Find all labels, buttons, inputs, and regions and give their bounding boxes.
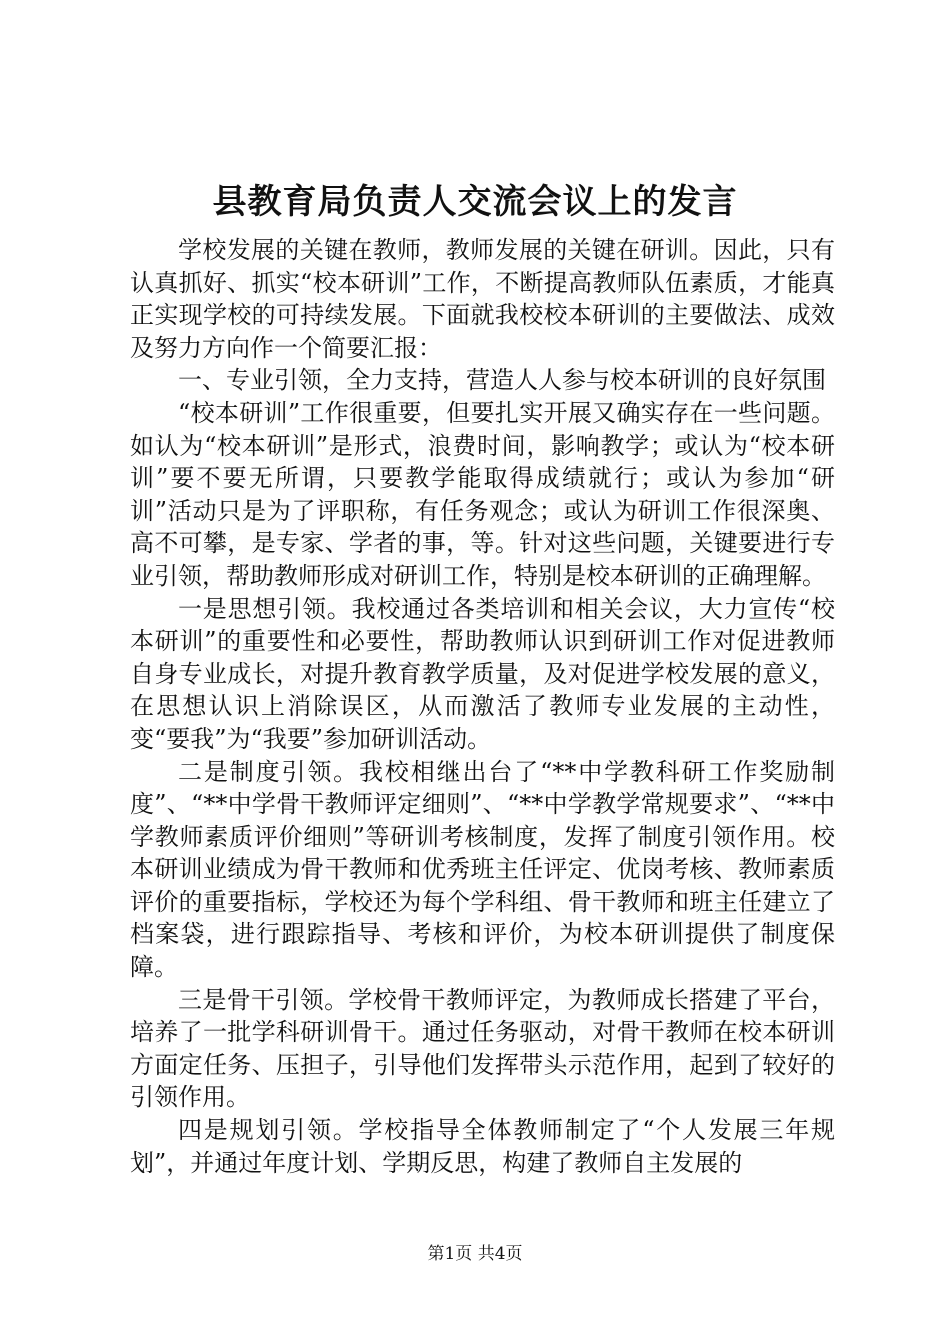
paragraph-backbone-guidance: 三是骨干引领。学校骨干教师评定，为教师成长搭建了平台，培养了一批学科研训骨干。通过任务驱动，对骨干教师在校本研训方面定任务、压担子，引导他们发挥带头示范作用，起到了较好的引领作用。: [130, 985, 835, 1112]
paragraph-thought-guidance: 一是思想引领。我校通过各类培训和相关会议，大力宣传“校本研训”的重要性和必要性，帮助教师认识到研训工作对促进教师自身专业成长，对提升教育教学质量，及对促进学校发展的意义，在思想认识上消除误区，从而激活了教师专业发展的主动性，变“要我”为“我要”参加研训活动。: [130, 594, 835, 753]
paragraph-problems: “校本研训”工作很重要，但要扎实开展又确实存在一些问题。如认为“校本研训”是形式，浪费时间，影响教学；或认为“校本研训”要不要无所谓，只要教学能取得成绩就行；或认为参加“研训”活动只是为了评职称，有任务观念；或认为研训工作很深奥、高不可攀，是专家、学者的事，等。针对这些问题，关键要进行专业引领，帮助教师形成对研训工作，特别是校本研训的正确理解。: [130, 398, 835, 590]
document-title: 县教育局负责人交流会议上的发言: [212, 182, 738, 222]
page-number: 第1页 共4页: [427, 1244, 523, 1264]
paragraph-system-guidance: 二是制度引领。我校相继出台了“**中学教科研工作奖励制度”、“**中学骨干教师评定细则”、“**中学教学常规要求”、“**中学教师素质评价细则”等研训考核制度，发挥了制度引领作用。校本研训业绩成为骨干教师和优秀班主任评定、优岗考核、教师素质评价的重要指标，学校还为每个学科组、骨干教师和班主任建立了档案袋，进行跟踪指导、考核和评价，为校本研训提供了制度保障。: [130, 757, 835, 982]
document-body: [130, 234, 835, 1179]
paragraph-planning-guidance: 四是规划引领。学校指导全体教师制定了“个人发展三年规划”，并通过年度计划、学期反思，构建了教师自主发展的: [130, 1116, 835, 1177]
paragraph-intro: 学校发展的关键在教师，教师发展的关键在研训。因此，只有认真抓好、抓实“校本研训”工作，不断提高教师队伍素质，才能真正实现学校的可持续发展。下面就我校校本研训的主要做法、成效及努力方向作一个简要汇报：: [130, 236, 835, 362]
section-heading-1: 一、专业引领，全力支持，营造人人参与校本研训的良好氛围: [178, 366, 826, 395]
